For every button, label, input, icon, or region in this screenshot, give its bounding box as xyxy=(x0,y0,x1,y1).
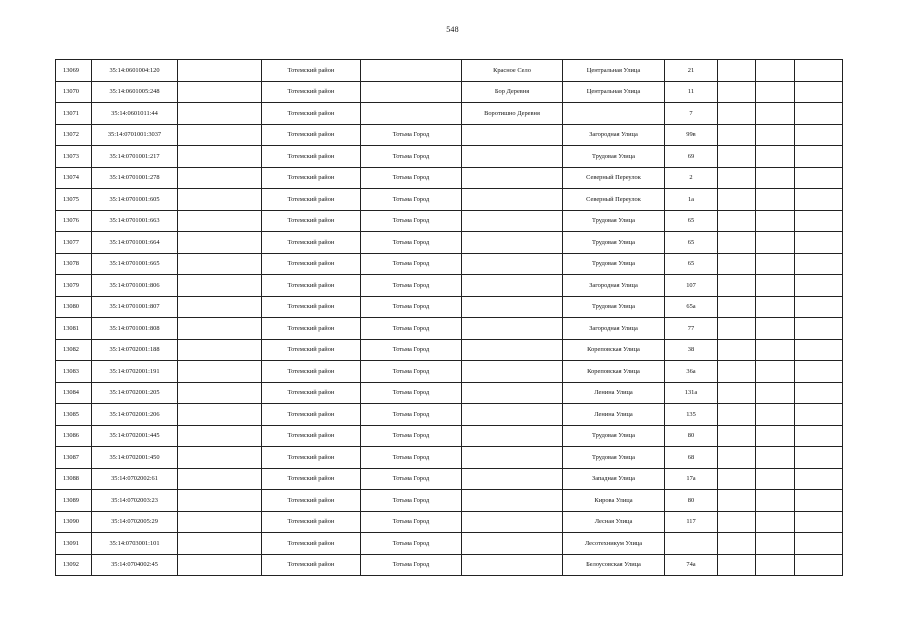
cell-house-number: 80 xyxy=(665,425,718,447)
cell-empty xyxy=(718,296,756,318)
cell-empty xyxy=(178,404,262,426)
cell-cadastral-number: 35:14:0701001:808 xyxy=(92,318,178,340)
cell-district: Тотемский район xyxy=(262,447,361,469)
cell-empty xyxy=(756,210,795,232)
cell-cadastral-number: 35:14:0702001:450 xyxy=(92,447,178,469)
cell-empty xyxy=(795,382,843,404)
cell-street: Трудовая Улица xyxy=(563,146,665,168)
cell-house-number: 7 xyxy=(665,103,718,125)
cell-cadastral-number: 35:14:0703001:101 xyxy=(92,533,178,555)
cell-empty xyxy=(756,468,795,490)
cell-cadastral-number: 35:14:0704002:45 xyxy=(92,554,178,576)
cell-cadastral-number: 35:14:0601011:44 xyxy=(92,103,178,125)
cell-empty xyxy=(795,232,843,254)
cell-cadastral-number: 35:14:0701001:278 xyxy=(92,167,178,189)
cell-empty xyxy=(756,146,795,168)
cell-empty xyxy=(178,468,262,490)
cell-empty xyxy=(795,167,843,189)
cell-empty xyxy=(756,296,795,318)
cell-city: Тотьма Город xyxy=(361,404,462,426)
cell-district: Тотемский район xyxy=(262,404,361,426)
cell-district: Тотемский район xyxy=(262,425,361,447)
cell-empty xyxy=(718,81,756,103)
cell-empty xyxy=(756,318,795,340)
cell-street: Лесотехникум Улица xyxy=(563,533,665,555)
registry-table xyxy=(55,59,843,576)
cell-empty xyxy=(178,511,262,533)
cell-empty xyxy=(718,339,756,361)
cell-empty xyxy=(718,103,756,125)
cell-record-number: 13088 xyxy=(56,468,92,490)
table-row xyxy=(56,232,843,254)
cell-empty xyxy=(178,81,262,103)
cell-house-number: 11 xyxy=(665,81,718,103)
cell-cadastral-number: 35:14:0702001:205 xyxy=(92,382,178,404)
cell-city: Тотьма Город xyxy=(361,382,462,404)
cell-empty xyxy=(795,60,843,82)
cell-house-number: 77 xyxy=(665,318,718,340)
cell-city: Тотьма Город xyxy=(361,296,462,318)
cell-city: Тотьма Город xyxy=(361,554,462,576)
cell-district: Тотемский район xyxy=(262,232,361,254)
cell-city: Тотьма Город xyxy=(361,210,462,232)
cell-street: Трудовая Улица xyxy=(563,210,665,232)
cell-district: Тотемский район xyxy=(262,382,361,404)
cell-district: Тотемский район xyxy=(262,533,361,555)
cell-city xyxy=(361,81,462,103)
cell-city: Тотьма Город xyxy=(361,275,462,297)
table-row xyxy=(56,60,843,82)
cell-city: Тотьма Город xyxy=(361,167,462,189)
cell-empty xyxy=(756,253,795,275)
cell-settlement: Воротишно Деревня xyxy=(462,103,563,125)
cell-record-number: 13073 xyxy=(56,146,92,168)
cell-empty xyxy=(756,425,795,447)
cell-record-number: 13084 xyxy=(56,382,92,404)
table-row xyxy=(56,189,843,211)
cell-settlement xyxy=(462,490,563,512)
cell-street: Ленина Улица xyxy=(563,404,665,426)
cell-settlement xyxy=(462,124,563,146)
cell-city: Тотьма Город xyxy=(361,253,462,275)
cell-house-number: 2 xyxy=(665,167,718,189)
cell-empty xyxy=(795,404,843,426)
cell-record-number: 13080 xyxy=(56,296,92,318)
cell-settlement xyxy=(462,382,563,404)
cell-record-number: 13083 xyxy=(56,361,92,383)
cell-cadastral-number: 35:14:0701001:663 xyxy=(92,210,178,232)
cell-district: Тотемский район xyxy=(262,81,361,103)
cell-cadastral-number: 35:14:0701001:806 xyxy=(92,275,178,297)
cell-settlement xyxy=(462,447,563,469)
cell-record-number: 13076 xyxy=(56,210,92,232)
table-row xyxy=(56,425,843,447)
cell-settlement xyxy=(462,468,563,490)
cell-house-number: 65 xyxy=(665,210,718,232)
cell-empty xyxy=(178,318,262,340)
table-row xyxy=(56,490,843,512)
cell-empty xyxy=(178,382,262,404)
cell-empty xyxy=(178,533,262,555)
cell-empty xyxy=(718,275,756,297)
cell-house-number: 38 xyxy=(665,339,718,361)
cell-house-number: 135 xyxy=(665,404,718,426)
cell-street: Трудовая Улица xyxy=(563,296,665,318)
cell-empty xyxy=(756,167,795,189)
cell-city: Тотьма Город xyxy=(361,533,462,555)
cell-empty xyxy=(795,189,843,211)
cell-district: Тотемский район xyxy=(262,296,361,318)
table-row xyxy=(56,511,843,533)
cell-empty xyxy=(178,232,262,254)
cell-empty xyxy=(718,318,756,340)
cell-empty xyxy=(718,253,756,275)
cell-city: Тотьма Город xyxy=(361,447,462,469)
cell-house-number: 65 xyxy=(665,253,718,275)
cell-house-number: 69 xyxy=(665,146,718,168)
cell-district: Тотемский район xyxy=(262,189,361,211)
cell-empty xyxy=(795,361,843,383)
cell-empty xyxy=(718,146,756,168)
cell-cadastral-number: 35:14:0701001:807 xyxy=(92,296,178,318)
cell-house-number: 74а xyxy=(665,554,718,576)
cell-settlement xyxy=(462,296,563,318)
cell-cadastral-number: 35:14:0702001:445 xyxy=(92,425,178,447)
cell-city: Тотьма Город xyxy=(361,468,462,490)
cell-settlement xyxy=(462,146,563,168)
cell-street: Северный Переулок xyxy=(563,189,665,211)
cell-empty xyxy=(756,490,795,512)
cell-empty xyxy=(756,404,795,426)
cell-house-number: 80 xyxy=(665,490,718,512)
cell-street: Трудовая Улица xyxy=(563,425,665,447)
cell-street: Западная Улица xyxy=(563,468,665,490)
cell-empty xyxy=(756,232,795,254)
cell-empty xyxy=(178,490,262,512)
cell-record-number: 13069 xyxy=(56,60,92,82)
cell-empty xyxy=(178,425,262,447)
cell-empty xyxy=(178,447,262,469)
cell-empty xyxy=(795,490,843,512)
table-row xyxy=(56,103,843,125)
table-row xyxy=(56,167,843,189)
cell-district: Тотемский район xyxy=(262,361,361,383)
cell-house-number: 117 xyxy=(665,511,718,533)
table-row xyxy=(56,296,843,318)
cell-empty xyxy=(178,60,262,82)
cell-settlement xyxy=(462,425,563,447)
cell-empty xyxy=(178,146,262,168)
cell-empty xyxy=(795,296,843,318)
cell-record-number: 13090 xyxy=(56,511,92,533)
cell-record-number: 13079 xyxy=(56,275,92,297)
cell-cadastral-number: 35:14:0702001:191 xyxy=(92,361,178,383)
cell-street: Трудовая Улица xyxy=(563,447,665,469)
cell-empty xyxy=(178,103,262,125)
cell-street: Белоусовская Улица xyxy=(563,554,665,576)
cell-city: Тотьма Город xyxy=(361,124,462,146)
cell-empty xyxy=(756,533,795,555)
cell-empty xyxy=(178,210,262,232)
cell-house-number: 65а xyxy=(665,296,718,318)
cell-city xyxy=(361,60,462,82)
cell-empty xyxy=(795,275,843,297)
cell-empty xyxy=(718,210,756,232)
cell-empty xyxy=(178,275,262,297)
cell-record-number: 13070 xyxy=(56,81,92,103)
cell-empty xyxy=(795,425,843,447)
table-row xyxy=(56,339,843,361)
cell-settlement xyxy=(462,189,563,211)
cell-empty xyxy=(756,103,795,125)
cell-record-number: 13091 xyxy=(56,533,92,555)
cell-empty xyxy=(795,210,843,232)
cell-empty xyxy=(795,318,843,340)
cell-empty xyxy=(178,124,262,146)
cell-settlement xyxy=(462,404,563,426)
cell-settlement: Бор Деревня xyxy=(462,81,563,103)
cell-empty xyxy=(718,468,756,490)
cell-empty xyxy=(795,103,843,125)
cell-settlement xyxy=(462,554,563,576)
cell-house-number: 131а xyxy=(665,382,718,404)
cell-record-number: 13082 xyxy=(56,339,92,361)
table-row xyxy=(56,468,843,490)
page-number: 548 xyxy=(446,25,459,34)
table-row xyxy=(56,533,843,555)
cell-cadastral-number: 35:14:0702002:61 xyxy=(92,468,178,490)
cell-city: Тотьма Город xyxy=(361,425,462,447)
cell-house-number: 17а xyxy=(665,468,718,490)
cell-settlement xyxy=(462,232,563,254)
cell-street: Загородная Улица xyxy=(563,318,665,340)
cell-street: Ленина Улица xyxy=(563,382,665,404)
cell-city: Тотьма Город xyxy=(361,361,462,383)
cell-record-number: 13081 xyxy=(56,318,92,340)
table-row xyxy=(56,210,843,232)
cell-record-number: 13092 xyxy=(56,554,92,576)
cell-district: Тотемский район xyxy=(262,60,361,82)
cell-city xyxy=(361,103,462,125)
cell-street: Трудовая Улица xyxy=(563,253,665,275)
cell-house-number: 21 xyxy=(665,60,718,82)
cell-street: Кирова Улица xyxy=(563,490,665,512)
cell-empty xyxy=(718,490,756,512)
cell-empty xyxy=(795,447,843,469)
table-row xyxy=(56,81,843,103)
cell-house-number: 65 xyxy=(665,232,718,254)
cell-cadastral-number: 35:14:0702001:188 xyxy=(92,339,178,361)
cell-empty xyxy=(756,511,795,533)
cell-cadastral-number: 35:14:0701001:605 xyxy=(92,189,178,211)
cell-settlement xyxy=(462,361,563,383)
cell-street: Трудовая Улица xyxy=(563,232,665,254)
cell-street xyxy=(563,103,665,125)
cell-empty xyxy=(178,189,262,211)
cell-settlement xyxy=(462,533,563,555)
cell-empty xyxy=(178,253,262,275)
table-row xyxy=(56,382,843,404)
cell-empty xyxy=(718,167,756,189)
cell-empty xyxy=(718,60,756,82)
cell-empty xyxy=(718,554,756,576)
cell-street: Центральная Улица xyxy=(563,60,665,82)
cell-empty xyxy=(718,404,756,426)
cell-cadastral-number: 35:14:0702003:23 xyxy=(92,490,178,512)
cell-empty xyxy=(756,447,795,469)
cell-record-number: 13071 xyxy=(56,103,92,125)
cell-street: Кореповская Улица xyxy=(563,339,665,361)
cell-empty xyxy=(178,339,262,361)
cell-empty xyxy=(756,382,795,404)
cell-district: Тотемский район xyxy=(262,210,361,232)
cell-empty xyxy=(718,361,756,383)
cell-empty xyxy=(718,533,756,555)
cell-city: Тотьма Город xyxy=(361,339,462,361)
cell-empty xyxy=(756,361,795,383)
cell-record-number: 13077 xyxy=(56,232,92,254)
cell-district: Тотемский район xyxy=(262,490,361,512)
cell-settlement xyxy=(462,511,563,533)
cell-settlement xyxy=(462,339,563,361)
cell-settlement xyxy=(462,210,563,232)
cell-house-number: 68 xyxy=(665,447,718,469)
cell-city: Тотьма Город xyxy=(361,146,462,168)
cell-empty xyxy=(795,81,843,103)
cell-city: Тотьма Город xyxy=(361,232,462,254)
table-row xyxy=(56,554,843,576)
table-row xyxy=(56,146,843,168)
cell-empty xyxy=(795,253,843,275)
cell-district: Тотемский район xyxy=(262,146,361,168)
cell-record-number: 13078 xyxy=(56,253,92,275)
cell-record-number: 13087 xyxy=(56,447,92,469)
table-row xyxy=(56,361,843,383)
cell-empty xyxy=(718,382,756,404)
cell-cadastral-number: 35:14:0701001:3037 xyxy=(92,124,178,146)
table-row xyxy=(56,404,843,426)
cell-settlement xyxy=(462,253,563,275)
cell-city: Тотьма Город xyxy=(361,511,462,533)
cell-street: Центральная Улица xyxy=(563,81,665,103)
table-row xyxy=(56,124,843,146)
cell-empty xyxy=(718,189,756,211)
cell-street: Кореповская Улица xyxy=(563,361,665,383)
cell-empty xyxy=(795,468,843,490)
cell-record-number: 13075 xyxy=(56,189,92,211)
cell-empty xyxy=(795,554,843,576)
cell-empty xyxy=(795,146,843,168)
cell-cadastral-number: 35:14:0701001:665 xyxy=(92,253,178,275)
table-row xyxy=(56,318,843,340)
cell-empty xyxy=(795,339,843,361)
cell-settlement xyxy=(462,167,563,189)
cell-district: Тотемский район xyxy=(262,339,361,361)
cell-empty xyxy=(756,339,795,361)
cell-house-number: 99в xyxy=(665,124,718,146)
table-row xyxy=(56,275,843,297)
cell-street: Лесная Улица xyxy=(563,511,665,533)
cell-empty xyxy=(756,554,795,576)
cell-city: Тотьма Город xyxy=(361,318,462,340)
cell-cadastral-number: 35:14:0702001:206 xyxy=(92,404,178,426)
cell-empty xyxy=(178,167,262,189)
cell-house-number: 36а xyxy=(665,361,718,383)
cell-district: Тотемский район xyxy=(262,253,361,275)
cell-cadastral-number: 35:14:0701001:217 xyxy=(92,146,178,168)
cell-record-number: 13089 xyxy=(56,490,92,512)
cell-cadastral-number: 35:14:0701001:664 xyxy=(92,232,178,254)
cell-record-number: 13072 xyxy=(56,124,92,146)
cell-cadastral-number: 35:14:0702005:29 xyxy=(92,511,178,533)
cell-house-number: 1а xyxy=(665,189,718,211)
cell-record-number: 13085 xyxy=(56,404,92,426)
cell-empty xyxy=(756,124,795,146)
cell-empty xyxy=(718,447,756,469)
cell-district: Тотемский район xyxy=(262,275,361,297)
cell-empty xyxy=(795,533,843,555)
cell-empty xyxy=(795,511,843,533)
cell-street: Северный Переулок xyxy=(563,167,665,189)
cell-empty xyxy=(756,60,795,82)
table-row xyxy=(56,253,843,275)
cell-empty xyxy=(718,232,756,254)
cell-city: Тотьма Город xyxy=(361,490,462,512)
cell-record-number: 13086 xyxy=(56,425,92,447)
cell-district: Тотемский район xyxy=(262,167,361,189)
cell-settlement: Красное Село xyxy=(462,60,563,82)
cell-settlement xyxy=(462,275,563,297)
cell-district: Тотемский район xyxy=(262,318,361,340)
cell-district: Тотемский район xyxy=(262,103,361,125)
cell-empty xyxy=(756,81,795,103)
cell-empty xyxy=(718,425,756,447)
cell-street: Загородная Улица xyxy=(563,124,665,146)
cell-empty xyxy=(178,554,262,576)
cell-district: Тотемский район xyxy=(262,511,361,533)
cell-cadastral-number: 35:14:0601004:120 xyxy=(92,60,178,82)
cell-empty xyxy=(718,511,756,533)
cell-district: Тотемский район xyxy=(262,124,361,146)
cell-district: Тотемский район xyxy=(262,554,361,576)
cell-cadastral-number: 35:14:0601005:248 xyxy=(92,81,178,103)
cell-empty xyxy=(756,189,795,211)
cell-record-number: 13074 xyxy=(56,167,92,189)
registry-body xyxy=(56,60,843,576)
cell-empty xyxy=(756,275,795,297)
cell-house-number: 107 xyxy=(665,275,718,297)
cell-empty xyxy=(178,296,262,318)
cell-street: Загородная Улица xyxy=(563,275,665,297)
cell-city: Тотьма Город xyxy=(361,189,462,211)
cell-empty xyxy=(795,124,843,146)
cell-empty xyxy=(178,361,262,383)
cell-empty xyxy=(718,124,756,146)
cell-district: Тотемский район xyxy=(262,468,361,490)
cell-settlement xyxy=(462,318,563,340)
cell-house-number xyxy=(665,533,718,555)
table-row xyxy=(56,447,843,469)
